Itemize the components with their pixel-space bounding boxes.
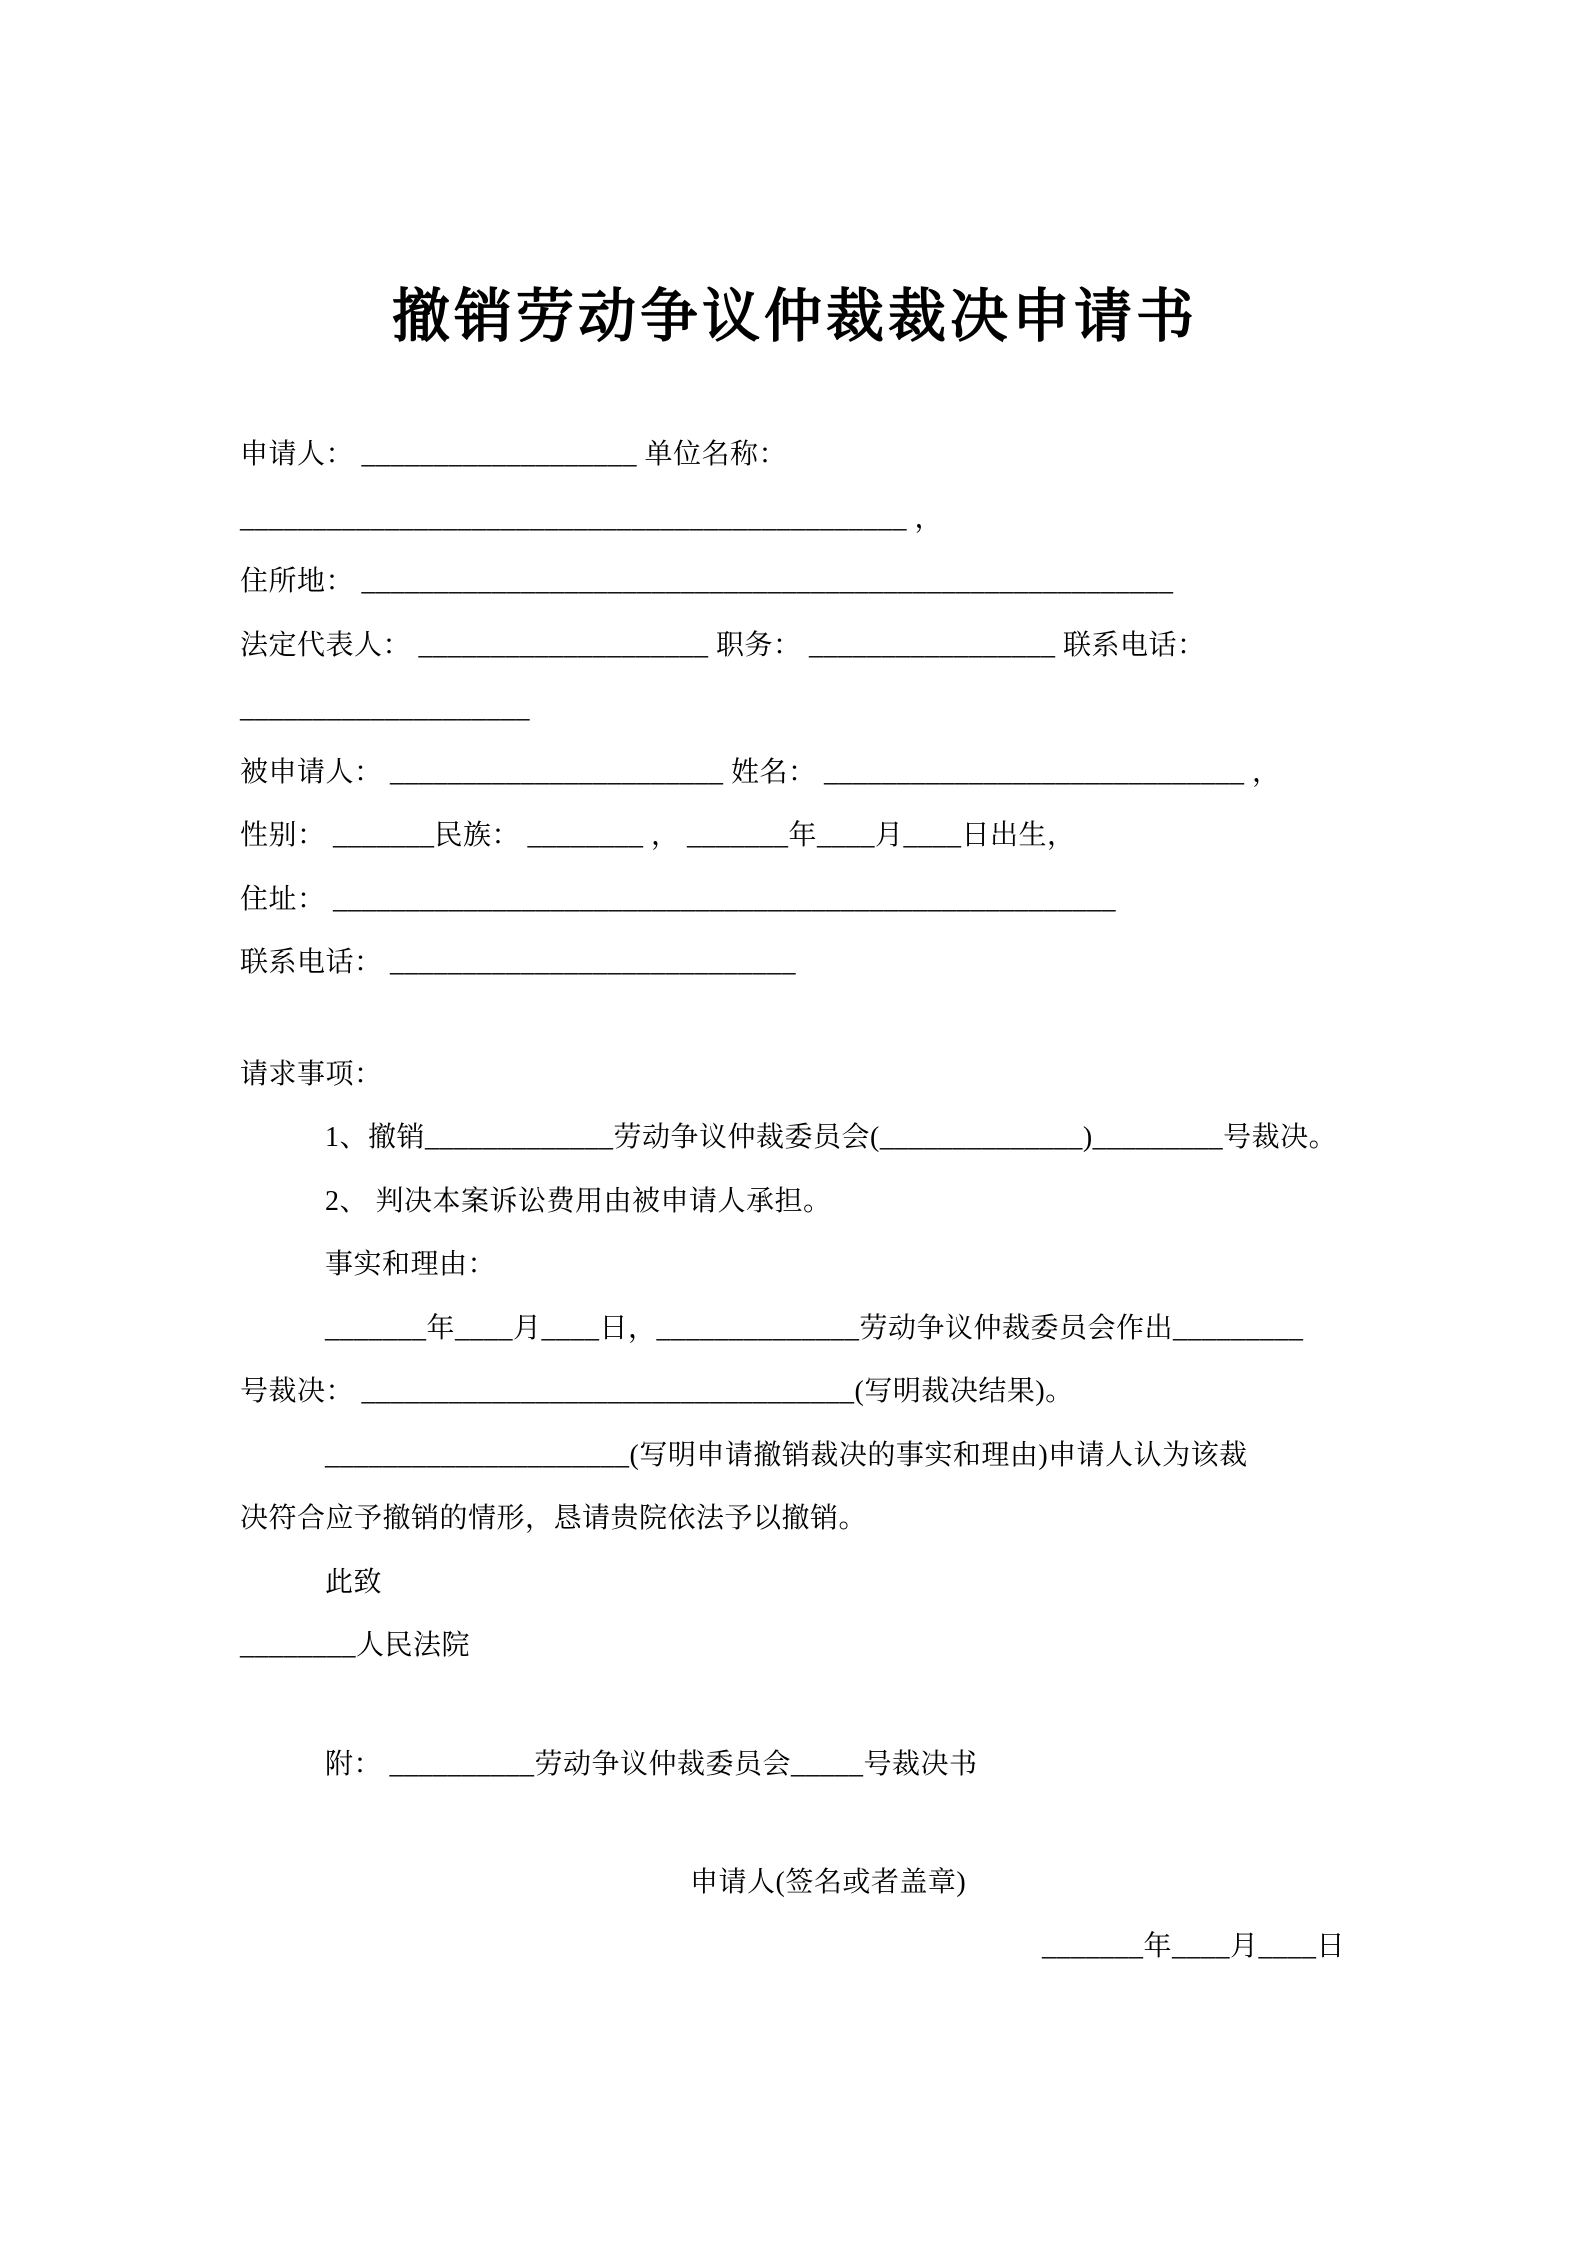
company-name-blank-line: ______________________________________________ ， <box>240 502 944 534</box>
signature-date-line: _______年____月____日 <box>1041 1930 1345 1962</box>
court-name-line: ________人民法院 <box>240 1630 471 1661</box>
domicile-line: 住所地： ________________________________________________________ <box>240 566 1174 597</box>
award-result-line: 号裁决： __________________________________(写明裁决结果)。 <box>240 1376 1074 1407</box>
requests-heading: 请求事项： <box>240 1058 383 1090</box>
applicant-and-company-line: 申请人： ___________________ 单位名称： <box>240 439 788 470</box>
respondent-and-name-line: 被申请人： _______________________ 姓名： _____________________________ ， <box>240 756 1281 788</box>
legal-representative-line: 法定代表人： ____________________ 职务： _________________ 联系电话： <box>240 629 1206 661</box>
address-line: 住址： ______________________________________________________ <box>240 883 1117 915</box>
revocation-reason-line: _____________________(写明申请撤销裁决的事实和理由)申请人认为该裁 <box>325 1439 1248 1471</box>
respondent-phone-line: 联系电话： ____________________________ <box>240 947 797 978</box>
phone-blank-continuation-line: ____________________ <box>240 693 530 724</box>
award-date-line: _______年____月____日，______________劳动争议仲裁委员会作出_________ <box>325 1312 1304 1344</box>
applicant-signature-line: 申请人(签名或者盖章) <box>690 1867 967 1898</box>
request-item-2-line: 2、 判决本案诉讼费用由被申请人承担。 <box>325 1185 832 1217</box>
facts-and-reasons-heading: 事实和理由： <box>325 1249 497 1280</box>
revocation-reason-continuation-line: 决符合应予撤销的情形，恳请贵院依法予以撤销。 <box>240 1503 868 1534</box>
request-item-1-line: 1、撤销_____________劳动争议仲裁委员会(______________)_________号裁决。 <box>325 1122 1338 1153</box>
salutation-cizhi-line: 此致 <box>325 1566 383 1598</box>
attachment-line: 附： __________劳动争议仲裁委员会_____号裁决书 <box>325 1748 978 1780</box>
document-title: 撤销劳动争议仲裁裁决申请书 <box>391 284 1198 349</box>
gender-ethnicity-birthdate-line: 性别： _______民族： ________ ， _______年____月____日出生， <box>240 820 1076 851</box>
